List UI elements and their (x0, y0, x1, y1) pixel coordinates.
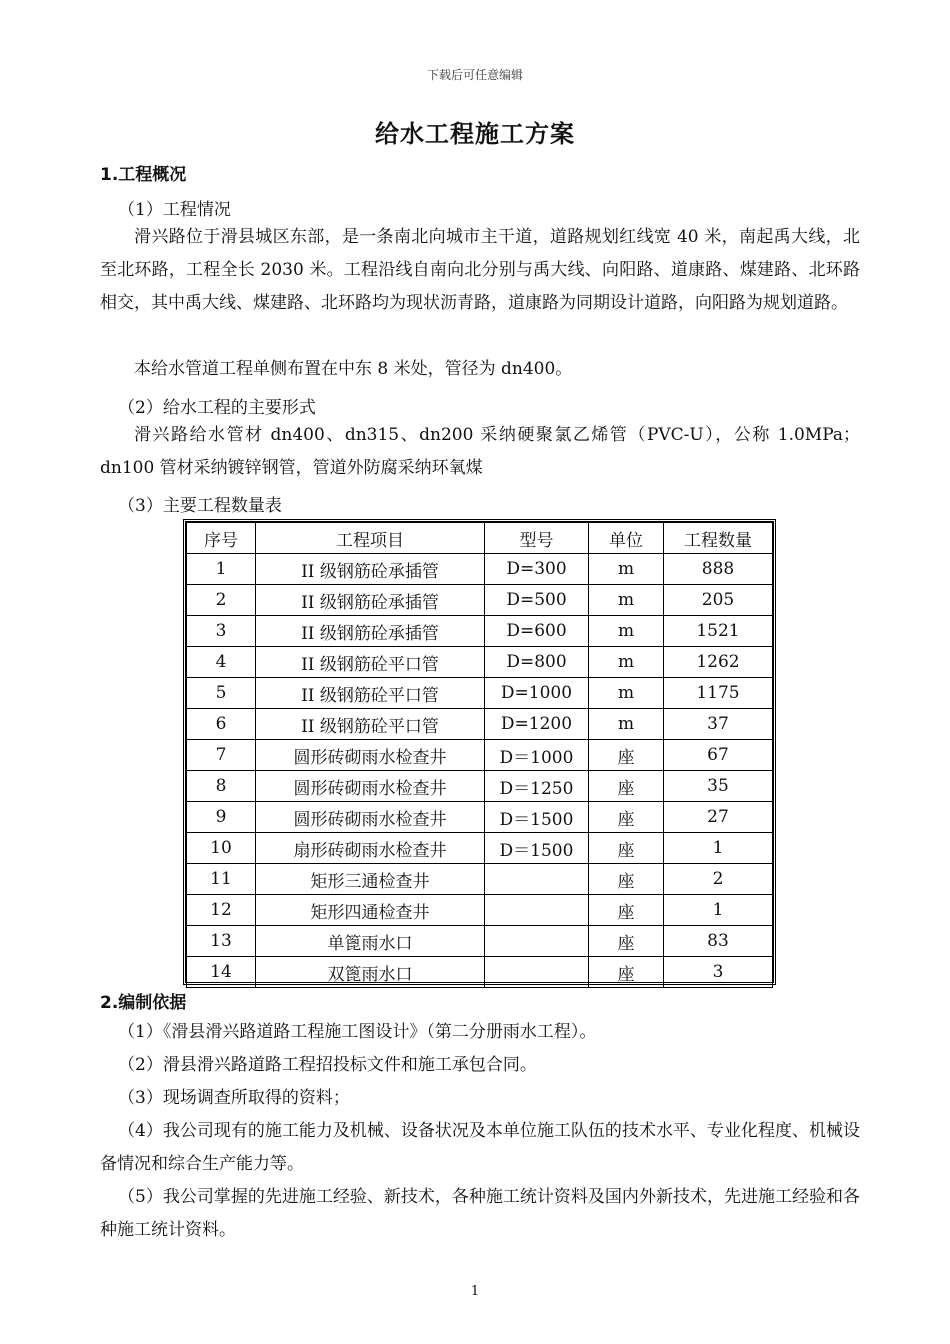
cell-item: 矩形三通检查井 (256, 864, 485, 895)
cell-index: 5 (187, 678, 256, 709)
cell-quantity: 205 (664, 585, 773, 616)
cell-index: 3 (187, 616, 256, 647)
table-row (187, 802, 773, 833)
cell-index: 7 (187, 740, 256, 771)
cell-model: D＝1250 (485, 771, 589, 802)
cell-item: II 级钢筋砼承插管 (256, 585, 485, 616)
cell-item: 圆形砖砌雨水检查井 (256, 740, 485, 771)
cell-unit: 座 (589, 771, 664, 802)
cell-index: 13 (187, 926, 256, 957)
cell-quantity: 3 (664, 957, 773, 988)
cell-model: D=500 (485, 585, 589, 616)
basis-item: （3）现场调查所取得的资料； (118, 1088, 350, 1108)
table-row (187, 957, 773, 988)
cell-quantity: 1 (664, 895, 773, 926)
cell-quantity: 37 (664, 709, 773, 740)
cell-index: 2 (187, 585, 256, 616)
basis-item: （4）我公司现有的施工能力及机械、设备状况及本单位施工队伍的技术水平、专业化程度、机械设备情况和综合生产能力等。 (100, 1121, 860, 1174)
cell-index: 1 (187, 554, 256, 585)
cell-item: II 级钢筋砼平口管 (256, 647, 485, 678)
section-2-heading: 2.编制依据 (100, 993, 187, 1013)
cell-quantity: 888 (664, 554, 773, 585)
basis-item: （5）我公司掌握的先进施工经验、新技术，各种施工统计资料及国内外新技术，先进施工经验和各种施工统计资料。 (100, 1187, 860, 1240)
table-row (187, 585, 773, 616)
cell-index: 11 (187, 864, 256, 895)
paragraph-pipe-materials: 滑兴路给水管材 dn400、dn315、dn200 采纳硬聚氯乙烯管（PVC-U），公称 1.0MPa；dn100 管材采纳镀锌钢管，管道外防腐采纳环氧煤 (100, 425, 860, 478)
cell-unit: 座 (589, 957, 664, 988)
cell-unit: m (589, 554, 664, 585)
cell-model: D=800 (485, 647, 589, 678)
cell-quantity: 27 (664, 802, 773, 833)
cell-index: 14 (187, 957, 256, 988)
table-row (187, 926, 773, 957)
table-row (187, 554, 773, 585)
table-row (187, 616, 773, 647)
paragraph-pipe-layout: 本给水管道工程单侧布置在中东 8 米处，管径为 dn400。 (134, 359, 573, 379)
cell-unit: m (589, 678, 664, 709)
subsection-2-heading: （2）给水工程的主要形式 (118, 398, 316, 418)
cell-model: D＝1500 (485, 802, 589, 833)
cell-index: 6 (187, 709, 256, 740)
cell-item: II 级钢筋砼平口管 (256, 678, 485, 709)
cell-quantity: 67 (664, 740, 773, 771)
cell-model: D=600 (485, 616, 589, 647)
cell-unit: 座 (589, 864, 664, 895)
cell-item: II 级钢筋砼承插管 (256, 554, 485, 585)
cell-quantity: 2 (664, 864, 773, 895)
cell-index: 9 (187, 802, 256, 833)
cell-unit: 座 (589, 802, 664, 833)
cell-unit: m (589, 616, 664, 647)
cell-index: 10 (187, 833, 256, 864)
basis-item: （2）滑县滑兴路道路工程招投标文件和施工承包合同。 (118, 1055, 537, 1075)
cell-item: II 级钢筋砼承插管 (256, 616, 485, 647)
cell-item: II 级钢筋砼平口管 (256, 709, 485, 740)
cell-unit: m (589, 709, 664, 740)
subsection-1-heading: （1）工程情况 (118, 200, 231, 220)
section-1-heading: 1.工程概况 (100, 165, 187, 185)
table-row (187, 833, 773, 864)
cell-index: 12 (187, 895, 256, 926)
cell-item: 圆形砖砌雨水检查井 (256, 771, 485, 802)
table-header-row (187, 523, 773, 554)
cell-unit: 座 (589, 740, 664, 771)
header-note: 下载后可任意编辑 (426, 68, 523, 82)
cell-model: D＝1500 (485, 833, 589, 864)
table-row (187, 740, 773, 771)
cell-model: D＝1000 (485, 740, 589, 771)
cell-quantity: 35 (664, 771, 773, 802)
table-row (187, 771, 773, 802)
column-header: 序号 (187, 523, 256, 554)
cell-index: 4 (187, 647, 256, 678)
cell-quantity: 83 (664, 926, 773, 957)
table-row (187, 895, 773, 926)
cell-model: D=300 (485, 554, 589, 585)
cell-item: 矩形四通检查井 (256, 895, 485, 926)
cell-model (485, 864, 589, 895)
page-number: 1 (470, 1284, 480, 1299)
cell-item: 扇形砖砌雨水检查井 (256, 833, 485, 864)
column-header: 单位 (589, 523, 664, 554)
cell-item: 双篦雨水口 (256, 957, 485, 988)
cell-unit: 座 (589, 926, 664, 957)
column-header: 工程数量 (664, 523, 773, 554)
cell-model (485, 895, 589, 926)
cell-quantity: 1 (664, 833, 773, 864)
subsection-3-heading: （3）主要工程数量表 (118, 496, 282, 516)
column-header: 型号 (485, 523, 589, 554)
table-row (187, 864, 773, 895)
cell-unit: 座 (589, 833, 664, 864)
paragraph-project-overview: 滑兴路位于滑县城区东部，是一条南北向城市主干道，道路规划红线宽 40 米，南起禹大线，北至北环路，工程全长 2030 米。工程沿线自南向北分别与禹大线、向阳路、道康路、煤建路、北环路相交，其中禹大线、煤建路、北环路均为现状沥青路，道康路为同期设计道路，向阳路为规划道路。 (100, 227, 860, 313)
page-title: 给水工程施工方案 (375, 119, 575, 148)
cell-unit: 座 (589, 895, 664, 926)
cell-model (485, 926, 589, 957)
cell-quantity: 1521 (664, 616, 773, 647)
cell-index: 8 (187, 771, 256, 802)
cell-unit: m (589, 585, 664, 616)
cell-item: 单篦雨水口 (256, 926, 485, 957)
cell-quantity: 1262 (664, 647, 773, 678)
cell-model: D=1000 (485, 678, 589, 709)
column-header: 工程项目 (256, 523, 485, 554)
cell-quantity: 1175 (664, 678, 773, 709)
table-row (187, 678, 773, 709)
cell-unit: m (589, 647, 664, 678)
cell-model: D=1200 (485, 709, 589, 740)
cell-item: 圆形砖砌雨水检查井 (256, 802, 485, 833)
basis-item: （1）《滑县滑兴路道路工程施工图设计》（第二分册雨水工程）。 (118, 1022, 597, 1042)
table-row (187, 647, 773, 678)
cell-model (485, 957, 589, 988)
quantity-table (183, 519, 776, 985)
table-row (187, 709, 773, 740)
